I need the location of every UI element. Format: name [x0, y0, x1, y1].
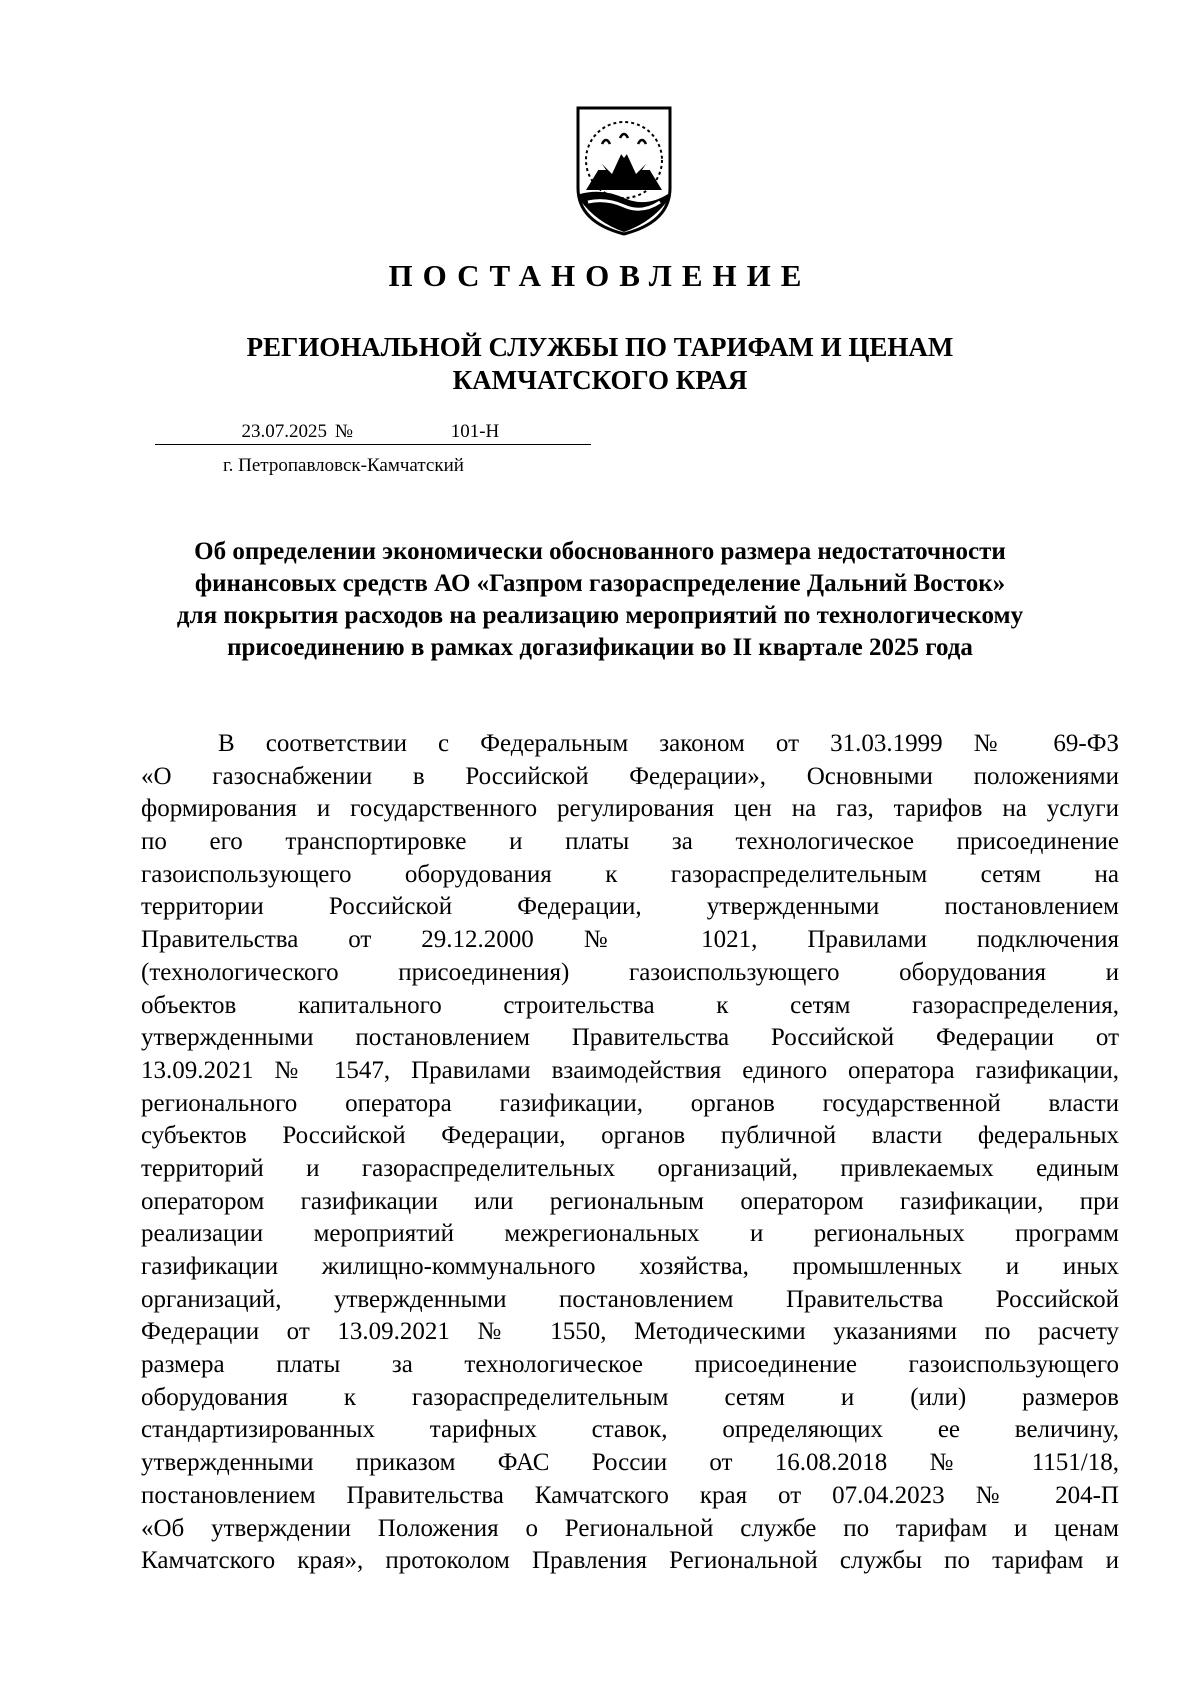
body-line: газификации жилищно-коммунального хозяйства, промышленных и иных: [141, 1253, 1119, 1280]
body-line: «Об утверждении Положения о Региональной службе по тарифам и ценам: [141, 1514, 1119, 1542]
body-line: оборудования к газораспределительным сетям и (или) размеров: [141, 1383, 1119, 1411]
subject-line: присоединению в рамках догазификации во II квартале 2025 года: [227, 634, 973, 661]
body-line: утвержденными постановлением Правительства Российской Федерации от: [141, 1024, 1119, 1052]
number-label: №: [329, 420, 359, 445]
body-line: формирования и государственного регулирования цен на газ, тарифов на услуги: [141, 795, 1119, 823]
date-number-line: [155, 420, 591, 445]
document-type-title: ПОСТАНОВЛЕНИЕ: [388, 258, 812, 293]
authority-line: РЕГИОНАЛЬНОЙ СЛУЖБЫ ПО ТАРИФАМ И ЦЕНАМ: [246, 332, 954, 362]
body-line: «О газоснабжении в Российской Федерации», Основными положениями: [141, 762, 1119, 790]
body-line: Правительства от 29.12.2000 № 1021, Правилами подключения: [141, 926, 1119, 954]
body-line: реализации мероприятий межрегиональных и региональных программ: [141, 1220, 1119, 1248]
body-paragraph: [141, 728, 1119, 1578]
body-line: территорий и газораспределительных организаций, привлекаемых единым: [141, 1154, 1119, 1182]
document-meta: [155, 420, 591, 476]
document-date: 23.07.2025: [155, 420, 329, 445]
body-line: субъектов Российской Федерации, органов публичной власти федеральных: [141, 1122, 1119, 1150]
body-line: регионального оператора газификации, органов государственной власти: [141, 1089, 1119, 1117]
body-line: организаций, утвержденными постановлением Правительства Российской: [141, 1285, 1119, 1313]
document-number: 101-Н: [359, 420, 591, 445]
body-line: стандартизированных тарифных ставок, определяющих ее величину,: [141, 1416, 1119, 1444]
subject-line: для покрытия расходов на реализацию мероприятий по технологическому: [176, 602, 1024, 629]
body-line: территории Российской Федерации, утвержденными постановлением: [141, 893, 1119, 921]
body-line: (технологического присоединения) газоиспользующего оборудования и: [141, 958, 1119, 986]
body-line: Камчатского края», протоколом Правления Региональной службы по тарифам и: [141, 1547, 1119, 1575]
body-line: утвержденными приказом ФАС России от 16.08.2018 № 1151/18,: [141, 1449, 1119, 1477]
coat-of-arms-emblem: [572, 104, 676, 236]
body-line: по его транспортировке и платы за технологическое присоединение: [141, 828, 1119, 856]
body-line: размера платы за технологическое присоединение газоиспользующего: [141, 1351, 1119, 1379]
body-line: газоиспользующего оборудования к газораспределительным сетям на: [141, 860, 1119, 888]
body-line: оператором газификации или региональным оператором газификации, при: [141, 1187, 1119, 1215]
body-line: В соответствии с Федеральным законом от 31.03.1999 № 69-ФЗ: [218, 730, 1119, 757]
authority-line: КАМЧАТСКОГО КРАЯ: [452, 365, 748, 395]
body-line: 13.09.2021 № 1547, Правилами взаимодействия единого оператора газификации,: [141, 1056, 1119, 1084]
subject-line: Об определении экономически обоснованного размера недостаточности: [194, 538, 1006, 565]
issuing-authority: [0, 331, 1200, 397]
body-line: Федерации от 13.09.2021 № 1550, Методическими указаниями по расчету: [141, 1318, 1119, 1346]
body-line: объектов капитального строительства к сетям газораспределения,: [141, 991, 1119, 1019]
document-subject: [0, 536, 1200, 664]
document-city: г. Петропавловск-Камчатский: [223, 455, 464, 476]
subject-line: финансовых средств АО «Газпром газораспределение Дальний Восток»: [194, 570, 1006, 597]
body-line: постановлением Правительства Камчатского края от 07.04.2023 № 204-П: [141, 1481, 1119, 1509]
